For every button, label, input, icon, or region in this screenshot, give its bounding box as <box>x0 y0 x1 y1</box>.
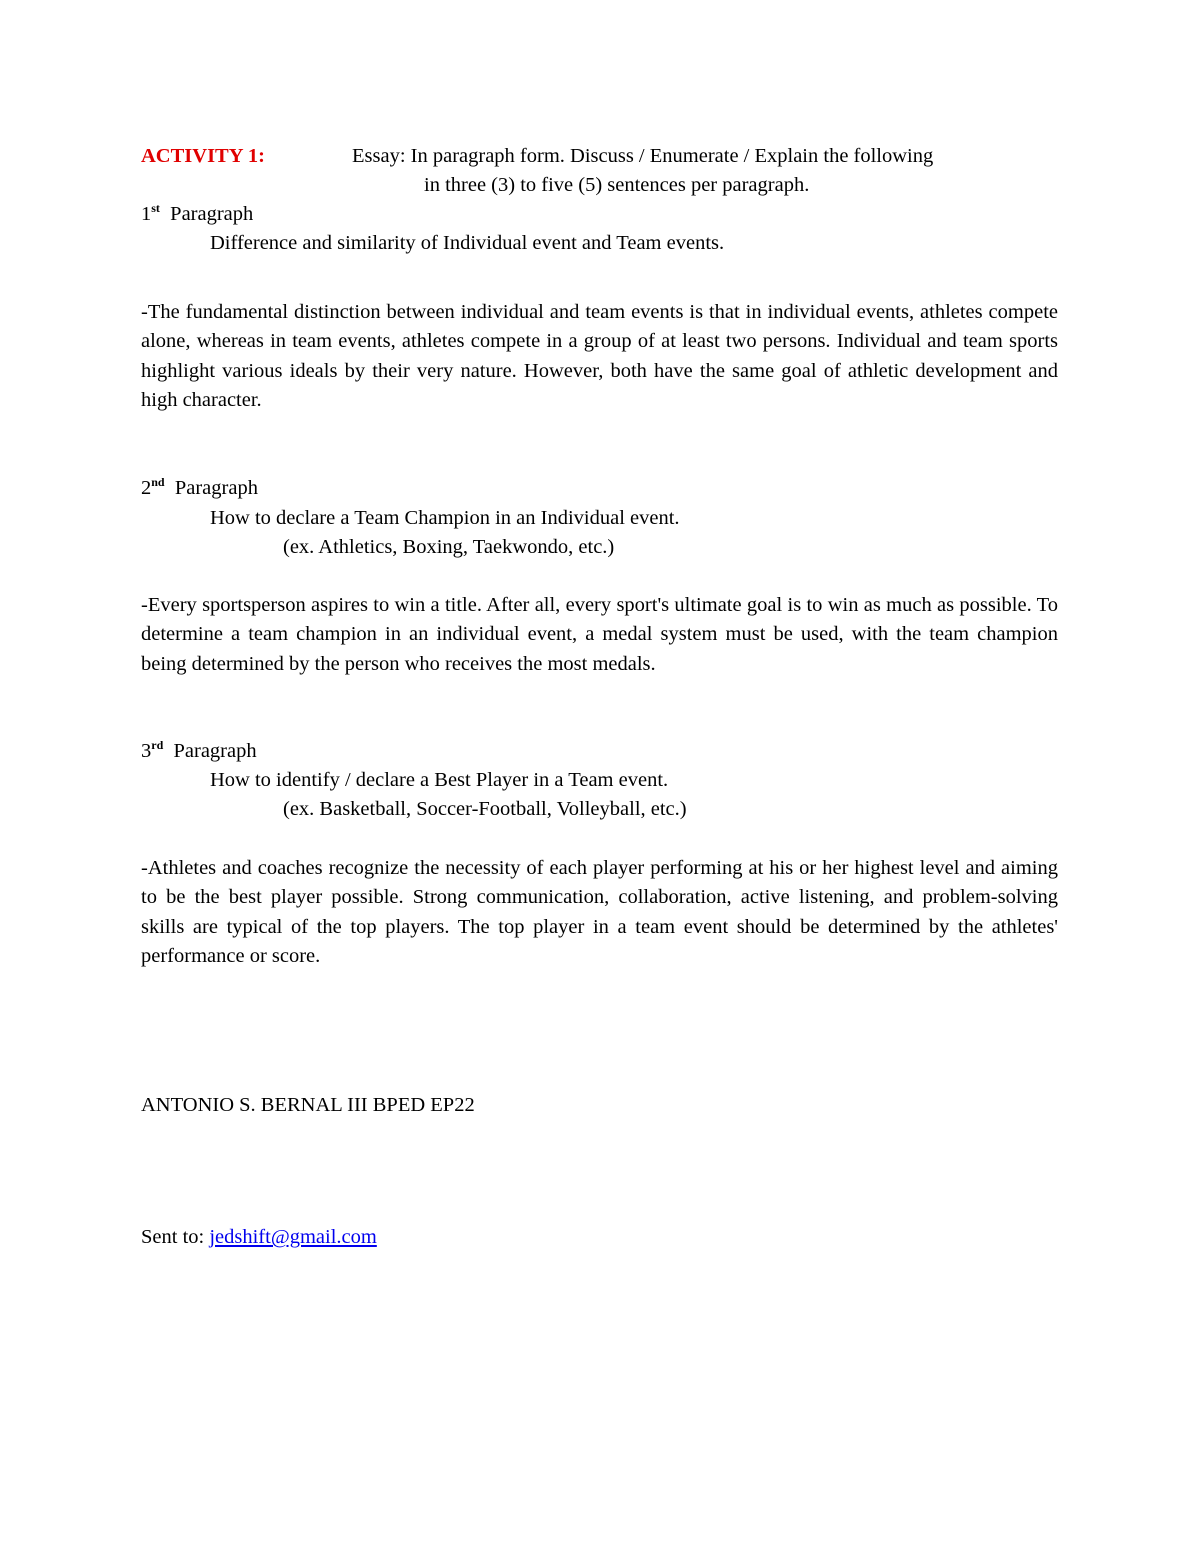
author-signature: ANTONIO S. BERNAL III BPED EP22 <box>141 1094 475 1116</box>
paragraph-2-prompt: How to declare a Team Champion in an Individual event. <box>210 507 680 529</box>
heading-label: Paragraph <box>173 740 257 762</box>
paragraph-2-answer: -Every sportsperson aspires to win a title. After all, every sport's ultimate goal is to win as much as possible. To determine a team champion in an individual event, a medal system must be used, with the team champion being determined by the person who receives the most medals. <box>141 594 1058 675</box>
ordinal-suffix: st <box>151 201 160 216</box>
ordinal-number: 3 <box>141 740 152 762</box>
paragraph-1-answer: -The fundamental distinction between individual and team events is that in individual events, athletes compete alone, whereas in team events, athletes compete in a group of at least two persons. Individual and team sports highlight various ideals by their very nature. However, both have the same goal of athletic development and high character. <box>141 301 1058 411</box>
heading-label: Paragraph <box>170 203 254 225</box>
ordinal-suffix: rd <box>151 738 164 753</box>
paragraph-1-prompt: Difference and similarity of Individual event and Team events. <box>210 232 725 254</box>
activity-label: ACTIVITY 1: <box>141 145 265 167</box>
paragraph-1-heading <box>141 200 253 229</box>
instruction-line-2: in three (3) to five (5) sentences per paragraph. <box>424 174 810 196</box>
paragraph-3-example: (ex. Basketball, Soccer-Football, Volleyball, etc.) <box>283 798 687 820</box>
email-link[interactable]: jedshift@gmail.com <box>209 1226 377 1248</box>
ordinal-number: 1 <box>141 203 152 225</box>
sent-to-line <box>141 1223 377 1252</box>
sent-to-label: Sent to: <box>141 1226 205 1248</box>
heading-label: Paragraph <box>174 477 258 499</box>
paragraph-2-heading <box>141 474 258 503</box>
ordinal-number: 2 <box>141 477 152 499</box>
instruction-line-1: Essay: In paragraph form. Discuss / Enumerate / Explain the following <box>352 145 934 167</box>
ordinal-suffix: nd <box>151 475 165 490</box>
paragraph-2-example: (ex. Athletics, Boxing, Taekwondo, etc.) <box>283 536 615 558</box>
paragraph-3-heading <box>141 737 257 766</box>
paragraph-3-prompt: How to identify / declare a Best Player in a Team event. <box>210 769 669 791</box>
paragraph-3-answer: -Athletes and coaches recognize the necessity of each player performing at his or her highest level and aiming to be the best player possible. Strong communication, collaboration, active listening, and problem-solving skills are typical of the top players. The top player in a team event should be determined by the athletes' performance or score. <box>141 857 1058 967</box>
